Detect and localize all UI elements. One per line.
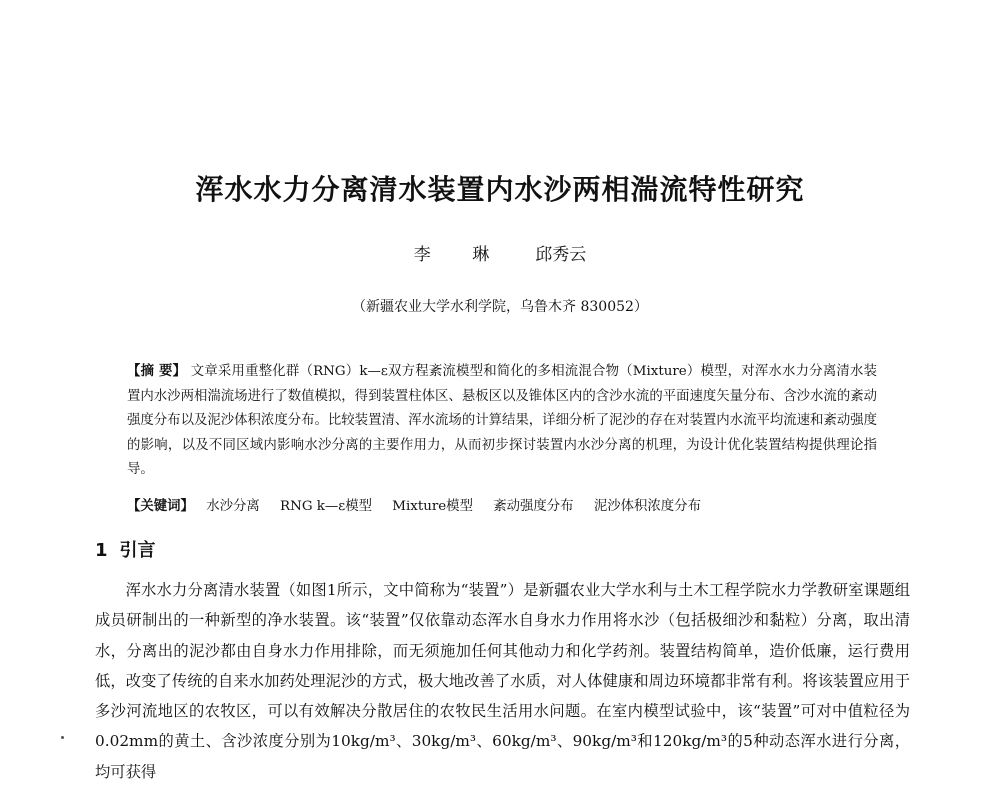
section-title: 引言	[119, 540, 156, 561]
body-text	[95, 575, 910, 787]
keyword: 紊动强度分布	[493, 499, 574, 514]
paragraph: 浑水水力分离清水装置（如图1所示，文中简称为“装置”）是新疆农业大学水利与土木工程学院水力学教研室课题组成员研制出的一种新型的净水装置。该“装置”仅依靠动态浑水自身水力作用将水沙（包括极细沙和黏粒）分离，取出清水，分离出的泥沙都由自身水力作用排除，而无须施加任何其他动力和化学药剂。装置结构简单，造价低廉，运行费用低，改变了传统的自来水加药处理泥沙的方式，极大地改善了水质，对人体健康和周边环境都非常有利。将该装置应用于多沙河流地区的农牧区，可以有效解决分散居住的农牧民生活用水问题。在室内模型试验中，该“装置”可对中值粒径为0.02mm的黄土、含沙浓度分别为10kg/m³、30kg/m³、60kg/m³、90kg/m³和120kg/m³的5种动态浑水进行分离，均可获得	[95, 581, 910, 781]
section-number: 1	[95, 540, 108, 561]
section-heading	[95, 538, 156, 564]
abstract-text: 文章采用重整化群（RNG）k—ε双方程紊流模型和简化的多相流混合物（Mixture）模型，对浑水水力分离清水装置内水沙两相湍流场进行了数值模拟，得到装置柱体区、悬板区以及锥体区内的含沙水流的平面速度矢量分布、含沙水流的紊动强度分布以及泥沙体积浓度分布。比较装置清、浑水流场的计算结果，详细分析了泥沙的存在对装置内水流平均流速和紊动强度的影响，以及不同区域内影响水沙分离的主要作用力，从而初步探讨装置内水沙分离的机理，为设计优化装置结构提供理论指导。	[127, 364, 877, 477]
abstract	[127, 360, 877, 483]
keyword: 水沙分离	[206, 499, 260, 514]
author-name: 李 琳	[413, 245, 508, 265]
keyword: Mixture模型	[392, 499, 473, 514]
scan-speck	[61, 736, 64, 739]
keywords-label: 【关键词】	[127, 499, 194, 514]
paper-title: 浑水水力分离清水装置内水沙两相湍流特性研究	[195, 173, 805, 206]
keywords	[127, 495, 877, 519]
affiliation: （新疆农业大学水利学院，乌鲁木齐 830052）	[352, 299, 648, 315]
keyword: 泥沙体积浓度分布	[593, 499, 701, 514]
author-list	[0, 243, 1000, 267]
author-name: 邱秀云	[535, 245, 587, 265]
keyword: RNG k—ε模型	[280, 499, 373, 514]
abstract-label: 【摘 要】	[127, 364, 187, 379]
